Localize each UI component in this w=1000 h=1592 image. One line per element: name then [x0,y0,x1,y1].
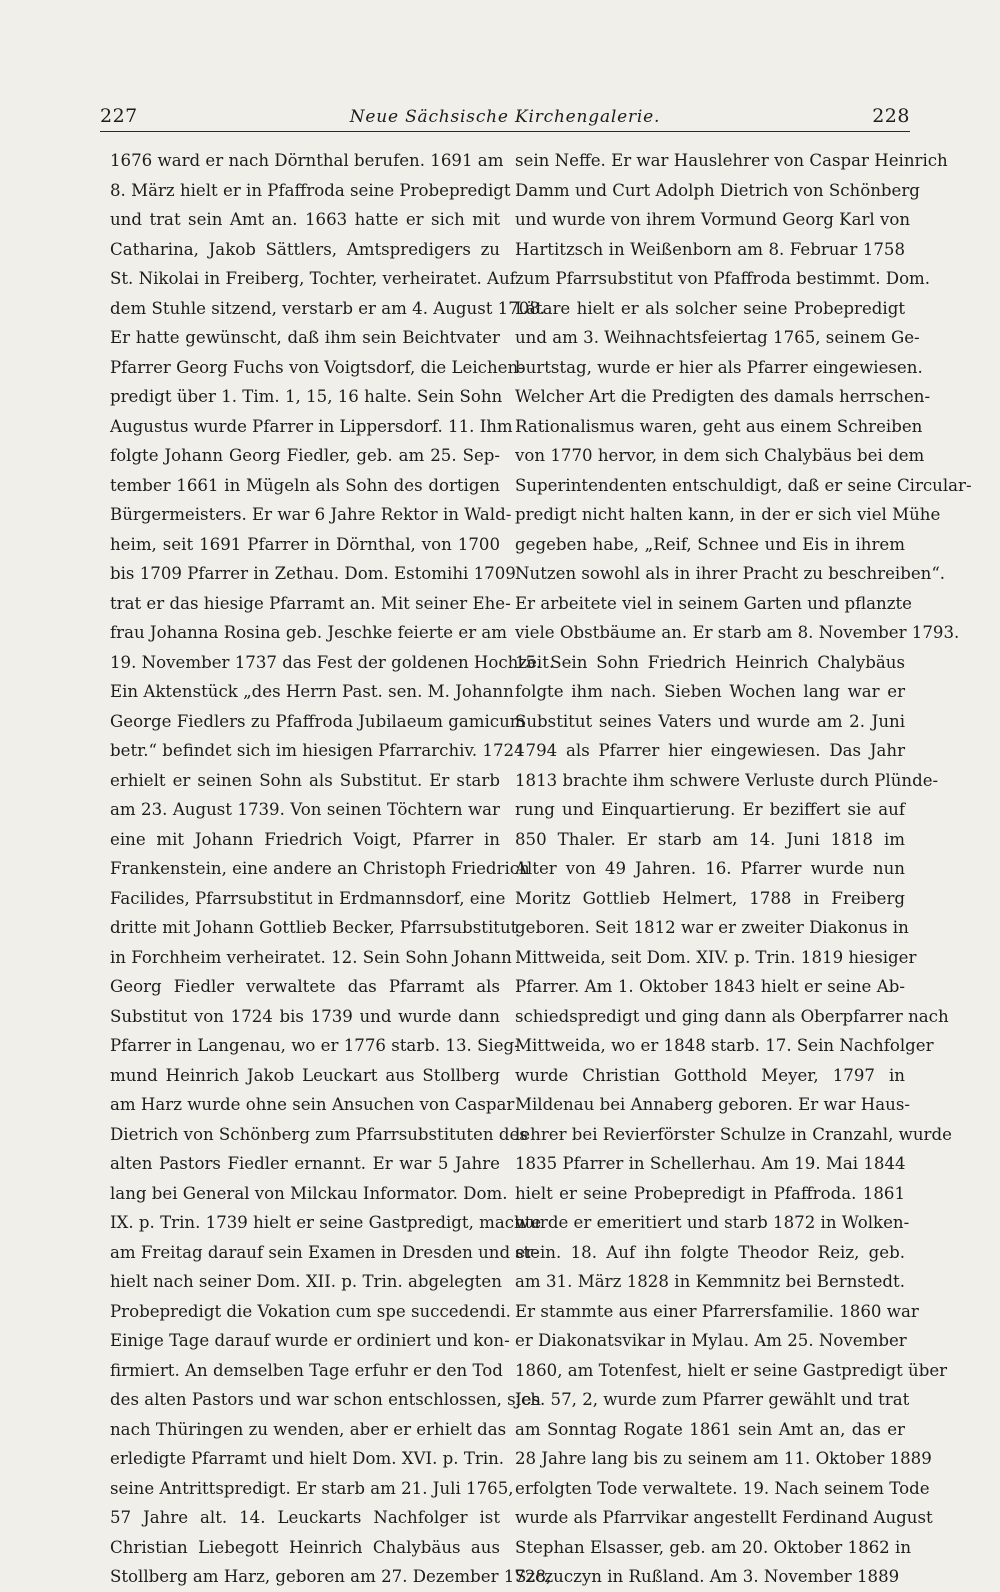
text-line: Welcher Art die Predigten des damals herrschen- [515,387,931,406]
text-line: 1860, am Totenfest, hielt er seine Gastpredigt über [515,1360,948,1380]
text-line: Pfarrer in Langenau, wo er 1776 starb. 13. Sieg- [110,1036,520,1055]
text-line: Er hatte gewünscht, daß ihm sein Beichtvater [110,328,500,347]
text-line: zum Pfarrsubstitut von Pfaffroda bestimmt. Dom. [515,269,931,288]
text-line: burtstag, wurde er hier als Pfarrer eingewiesen. [515,357,923,377]
text-line: firmiert. An demselben Tage erfuhr er den Tod [110,1360,503,1380]
text-line: viele Obstbäume an. Er starb am 8. November 1793. [515,623,960,642]
text-line: und wurde von ihrem Vormund Georg Karl von [515,210,911,229]
text-line: frau Johanna Rosina geb. Jeschke feierte er am [110,623,508,642]
text-line: 28 Jahre lang bis zu seinem am 11. Oktober 1889 [515,1449,932,1468]
text-line: er Diakonatsvikar in Mylau. Am 25. November [515,1331,907,1350]
text-line: dritte mit Johann Gottlieb Becker, Pfarrsubstitut [110,918,518,937]
text-line: am Sonntag Rogate 1861 sein Amt an, das er [515,1419,905,1439]
text-line: Hartitzsch in Weißenborn am 8. Februar 1758 [515,239,905,259]
text-line: 57 Jahre alt. 14. Leuckarts Nachfolger ist [110,1508,500,1527]
text-line: Er arbeitete viel in seinem Garten und pflanzte [515,593,912,613]
text-line: und trat sein Amt an. 1663 hatte er sich mit [110,210,500,229]
running-header [100,96,910,132]
text-line: mund Heinrich Jakob Leuckart aus Stollberg [110,1065,500,1085]
text-line: Mildenau bei Annaberg geboren. Er war Haus- [515,1095,910,1114]
text-line: Substitut seines Vaters und wurde am 2. Juni [515,711,905,731]
text-line: Stephan Elsasser, geb. am 20. Oktober 1862 in [515,1537,912,1557]
text-line: Substitut von 1724 bis 1739 und wurde dann [110,1006,500,1026]
text-line: predigt nicht halten kann, in der er sich viel Mühe [515,505,941,524]
running-title: Neue Sächsische Kirchengalerie. [349,107,661,127]
text-line: hielt nach seiner Dom. XII. p. Trin. abgelegten [110,1272,502,1291]
text-line: geboren. Seit 1812 war er zweiter Diakonus in [515,918,909,937]
text-line: Ein Aktenstück „des Herrn Past. sen. M. Johann [110,682,514,701]
text-line: Dietrich von Schönberg zum Pfarrsubstituten des [110,1124,528,1144]
page-number-left: 227 [100,105,138,127]
text-line: folgte Johann Georg Fiedler, geb. am 25. Sep- [110,446,500,465]
text-line: Catharina, Jakob Sättlers, Amtspredigers zu [110,239,500,259]
text-line: Moritz Gottlieb Helmert, 1788 in Freiberg [515,888,905,908]
text-line: Stollberg am Harz, geboren am 27. Dezember 1728, [110,1567,552,1586]
text-line: Facilides, Pfarrsubstitut in Erdmannsdorf, eine [110,888,506,908]
text-line: Christian Liebegott Heinrich Chalybäus aus [110,1537,500,1557]
text-line: Frankenstein, eine andere an Christoph Friedrich [110,859,530,878]
text-line: Mittweida, wo er 1848 starb. 17. Sein Nachfolger [515,1036,934,1055]
text-line: Jes. 57, 2, wurde zum Pfarrer gewählt und trat [515,1390,910,1409]
text-line: folgte ihm nach. Sieben Wochen lang war er [515,682,905,701]
text-line: Er stammte aus einer Pfarrersfamilie. 1860 war [515,1301,919,1321]
text-line: 8. März hielt er in Pfaffroda seine Probepredigt [110,180,511,200]
text-line: erfolgten Tode verwaltete. 19. Nach seinem Tode [515,1478,930,1498]
text-line: Szczuczyn in Rußland. Am 3. November 1889 [515,1567,900,1586]
text-line: schiedspredigt und ging dann als Oberpfarrer nach [515,1006,949,1026]
text-line: erhielt er seinen Sohn als Substitut. Er starb [110,770,500,790]
text-line: 1794 als Pfarrer hier eingewiesen. Das Jahr [515,741,905,760]
text-line: 19. November 1737 das Fest der goldenen Hochzeit. [110,652,555,672]
text-line: in Forchheim verheiratet. 12. Sein Sohn Johann [110,947,512,967]
text-line: Bürgermeisters. Er war 6 Jahre Rektor in Wald- [110,505,512,524]
text-line: heim, seit 1691 Pfarrer in Dörnthal, von 1700 [110,534,500,554]
text-line: Damm und Curt Adolph Dietrich von Schönberg [515,180,920,200]
text-line: seine Antrittspredigt. Er starb am 21. Juli 1765, [110,1478,514,1498]
text-line: Alter von 49 Jahren. 16. Pfarrer wurde nun [515,859,905,878]
text-line: gegeben habe, „Reif, Schnee und Eis in ihrem [515,534,905,554]
text-line: Rationalismus waren, geht aus einem Schreiben [515,416,923,436]
text-line: eine mit Johann Friedrich Voigt, Pfarrer in [110,829,500,849]
text-line: Lätare hielt er als solcher seine Probepredigt [515,298,905,318]
text-line: 1813 brachte ihm schwere Verluste durch Plünde- [515,770,939,790]
text-line: sein Neffe. Er war Hauslehrer von Caspar Heinrich [515,151,948,170]
text-line: von 1770 hervor, in dem sich Chalybäus bei dem [515,446,925,465]
text-column-right [515,146,972,1592]
text-line: Einige Tage darauf wurde er ordiniert und kon- [110,1331,510,1350]
text-line: wurde als Pfarrvikar angestellt Ferdinand August [515,1508,933,1527]
text-line: lang bei General von Milckau Informator. Dom. [110,1183,508,1203]
text-line: am 31. März 1828 in Kemmnitz bei Bernstedt. [515,1272,905,1291]
text-line: trat er das hiesige Pfarramt an. Mit seiner Ehe- [110,593,511,613]
text-line: Augustus wurde Pfarrer in Lippersdorf. 11. Ihm [110,416,513,436]
text-line: betr.“ befindet sich im hiesigen Pfarrarchiv. 1724 [110,741,525,760]
text-line: Pfarrer. Am 1. Oktober 1843 hielt er seine Ab- [515,977,905,996]
text-line: hielt er seine Probepredigt in Pfaffroda. 1861 [515,1183,905,1203]
text-line: Pfarrer Georg Fuchs von Voigtsdorf, die Leichen- [110,357,524,377]
text-line: erledigte Pfarramt und hielt Dom. XVI. p. Trin. [110,1449,505,1468]
text-line: 850 Thaler. Er starb am 14. Juni 1818 im [515,829,905,849]
text-line: Georg Fiedler verwaltete das Pfarramt als [110,977,500,996]
text-line: lehrer bei Revierförster Schulze in Cranzahl, wurde [515,1124,952,1144]
page-number-right: 228 [872,105,910,127]
text-line: George Fiedlers zu Pfaffroda Jubilaeum gamicum [110,711,526,731]
text-line: predigt über 1. Tim. 1, 15, 16 halte. Sein Sohn [110,387,503,406]
text-line: 15. Sein Sohn Friedrich Heinrich Chalybäus [515,652,905,672]
text-line: Nutzen sowohl als in ihrer Pracht zu beschreiben“. [515,564,946,583]
text-line: am Harz wurde ohne sein Ansuchen von Caspar [110,1095,515,1114]
text-line: wurde Christian Gotthold Meyer, 1797 in [515,1065,905,1085]
text-line: rung und Einquartierung. Er beziffert sie auf [515,800,905,819]
text-line: des alten Pastors und war schon entschlossen, sich [110,1390,541,1409]
text-line: dem Stuhle sitzend, verstarb er am 4. August 1708. [110,298,546,318]
text-line: am 23. August 1739. Von seinen Töchtern war [110,800,500,819]
text-line: bis 1709 Pfarrer in Zethau. Dom. Estomihi 1709 [110,564,516,583]
text-line: Superintendenten entschuldigt, daß er seine Circular- [515,475,972,495]
text-line: und am 3. Weihnachtsfeiertag 1765, seinem Ge- [515,328,920,347]
text-line: am Freitag darauf sein Examen in Dresden und er- [110,1242,539,1262]
text-line: alten Pastors Fiedler ernannt. Er war 5 Jahre [110,1154,500,1173]
text-line: nach Thüringen zu wenden, aber er erhielt das [110,1419,507,1439]
text-line: Probepredigt die Vokation cum spe succedendi. [110,1301,511,1321]
text-column-left [110,146,555,1592]
text-line: wurde er emeritiert und starb 1872 in Wolken- [515,1213,910,1232]
text-line: 1676 ward er nach Dörnthal berufen. 1691 am [110,151,504,170]
text-line: 1835 Pfarrer in Schellerhau. Am 19. Mai 1844 [515,1154,906,1173]
text-line: IX. p. Trin. 1739 hielt er seine Gastpredigt, machte [110,1213,542,1232]
text-line: tember 1661 in Mügeln als Sohn des dortigen [110,475,500,495]
text-line: stein. 18. Auf ihn folgte Theodor Reiz, geb. [515,1242,905,1262]
text-line: Mittweida, seit Dom. XIV. p. Trin. 1819 hiesiger [515,947,917,967]
text-line: St. Nikolai in Freiberg, Tochter, verheiratet. Auf [110,269,516,288]
